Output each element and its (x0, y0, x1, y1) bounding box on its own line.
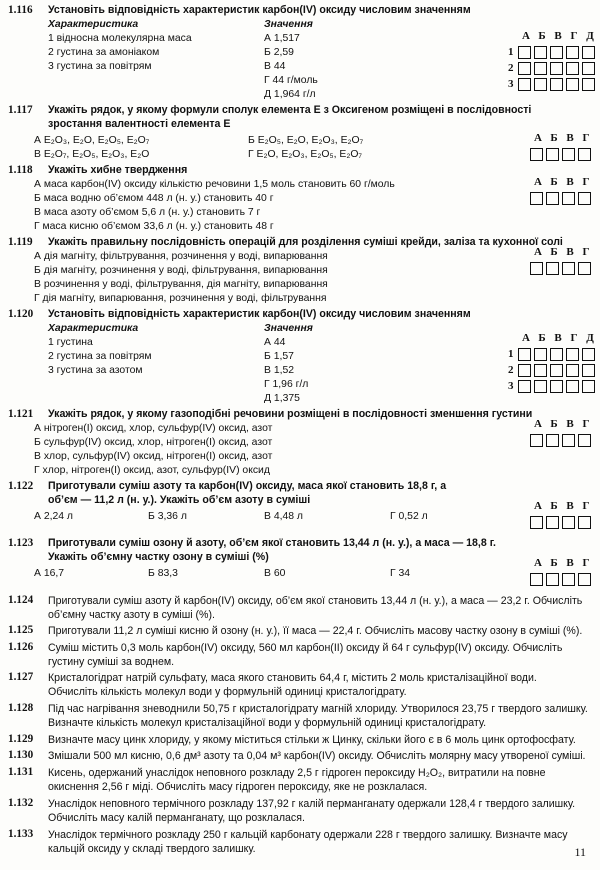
answer-box[interactable] (550, 380, 563, 393)
question-text: Укажіть рядок, у якому формули сполук елемента Е з Оксигеном розміщені в послідовності зростання валентності елемента Е (48, 104, 532, 130)
option-c: В маса азоту об’ємом 5,6 л (н. у.) становить 7 г (34, 207, 261, 218)
answer-box[interactable] (518, 364, 531, 377)
option-d: Г 0,52 л (390, 511, 428, 522)
problem-text: Визначте масу цинк хлориду, у якому міститься стільки ж Цинку, скільки його є в 6 моль цинк ортофосфату. (48, 734, 576, 746)
answer-box[interactable] (562, 192, 575, 205)
answer-box[interactable] (582, 78, 595, 91)
problem-number: 1.126 (8, 641, 34, 653)
problem-text: Кристалогідрат натрій сульфату, маса якого становить 64,4 г, містить 2 моль кристалізаційної води. Обчисліть кількість молекул води у формульній одиниці кристалогідрату. (48, 672, 537, 698)
option-a: А маса карбон(IV) оксиду кількістю речовини 1,5 моль становить 60 г/моль (34, 179, 395, 190)
value-c: В 44 (264, 61, 286, 72)
problem-number: 1.133 (8, 828, 34, 840)
answer-box[interactable] (534, 380, 547, 393)
question-number: 1.116 (8, 4, 33, 16)
question-text: Установіть відповідність характеристик карбон(IV) оксиду числовим значенням (48, 308, 471, 320)
characteristic-3: 3 густина за повітрям (48, 61, 152, 72)
problem-number: 1.128 (8, 702, 34, 714)
answer-box[interactable] (562, 434, 575, 447)
answer-box[interactable] (582, 46, 595, 59)
page-number: 11 (574, 845, 586, 860)
value-c: В 1,52 (264, 365, 295, 376)
problem-1-124 (8, 594, 586, 624)
option-c: В 60 (264, 568, 286, 579)
problem-1-127 (8, 671, 586, 701)
question-text: Приготували суміш азоту та карбон(IV) оксиду, маса якої становить 18,8 г, а об’єм — 11,2 л (н. у.). Укажіть об’єм азоту в суміші (48, 480, 447, 506)
answer-box[interactable] (530, 148, 543, 161)
column-header-values: Значення (264, 19, 313, 30)
option-a: А 2,24 л (34, 511, 73, 522)
problem-1-129 (8, 733, 586, 749)
answer-box[interactable] (518, 62, 531, 75)
answer-box[interactable] (562, 516, 575, 529)
answer-box[interactable] (518, 348, 531, 361)
answer-box[interactable] (578, 192, 591, 205)
answer-box[interactable] (530, 262, 543, 275)
question-number: 1.120 (8, 308, 34, 320)
option-b: Б E₂O₅, E₂O, E₂O₃, E₂O₇ (248, 135, 364, 146)
answer-box[interactable] (518, 46, 531, 59)
value-d: Г 44 г/моль (264, 75, 318, 86)
answer-box[interactable] (550, 364, 563, 377)
problem-number: 1.130 (8, 749, 34, 761)
problem-1-132 (8, 797, 586, 827)
question-text: Укажіть хибне твердження (48, 164, 188, 176)
answer-box[interactable] (534, 78, 547, 91)
problem-number: 1.129 (8, 733, 34, 745)
answer-box[interactable] (530, 573, 543, 586)
option-a: А нітроген(I) оксид, хлор, сульфур(IV) оксид, азот (34, 423, 273, 434)
answer-box[interactable] (518, 78, 531, 91)
question-number: 1.121 (8, 408, 34, 420)
problem-text: Суміш містить 0,3 моль карбон(IV) оксиду, 560 мл карбон(II) оксиду й 64 г сульфур(IV) оксиду. Обчисліть густину суміші за воднем. (48, 642, 563, 668)
option-a: А 16,7 (34, 568, 65, 579)
column-header-characteristic: Характеристика (48, 19, 139, 30)
column-header-values: Значення (264, 323, 313, 334)
problem-1-131 (8, 766, 586, 796)
question-1-121: 1.121 Укажіть рядок, у якому газоподібні речовини розміщені в послідовності зменшення густини А нітроген(I) оксид, хлор, сульфур(IV) оксид, азот Б сульфур(IV) оксид, хлор, нітроген(I) оксид, азот В хлор, сульфур(IV) оксид, нітроген(I) оксид, азот Г хлор, нітроген(I) оксид, азот, сульфур(IV) оксид А Б В Г (8, 408, 590, 476)
answer-box[interactable] (578, 516, 591, 529)
problem-1-128 (8, 702, 586, 732)
problem-number: 1.125 (8, 624, 34, 636)
option-d: Г E₂O, E₂O₃, E₂O₅, E₂O₇ (248, 149, 363, 160)
question-1-120: 1.120 Установіть відповідність характеристик карбон(IV) оксиду числовим значенням Характеристика Значення 1 густина 2 густина за повітрям 3 густина за азотом А 44 Б 1,57 В 1,52 Г 1,96 г/л Д 1,375 А Б В Г Д 1 2 3 (8, 308, 594, 404)
value-a: А 1,517 (264, 33, 300, 44)
answer-box[interactable] (550, 78, 563, 91)
problem-text: Приготували 11,2 л суміші кисню й озону (н. у.), її маса — 22,4 г. Обчисліть масову частку озону в суміші (%). (48, 625, 583, 637)
answer-box[interactable] (578, 148, 591, 161)
characteristic-3: 3 густина за азотом (48, 365, 143, 376)
answer-box[interactable] (566, 348, 579, 361)
question-text: Приготували суміш озону й азоту, об’єм якої становить 13,44 л (н. у.), а маса — 18,8 г. Укажіть об’ємну частку озону в суміші (%) (48, 537, 496, 563)
answer-box[interactable] (546, 148, 559, 161)
answer-box[interactable] (566, 364, 579, 377)
option-d: Г дія магніту, випарювання, розчинення у воді, фільтрування (34, 293, 327, 304)
option-a: А E₂O₃, E₂O, E₂O₅, E₂O₇ (34, 135, 150, 146)
characteristic-2: 2 густина за повітрям (48, 351, 152, 362)
question-number: 1.118 (8, 164, 33, 176)
problem-text: Кисень, одержаний унаслідок неповного розкладу 2,5 г гідроген пероксиду H₂O₂, витратили на повне окиснення 2,56 г міді. Обчисліть масу гідроген пероксиду, яке не розклалася. (48, 767, 546, 793)
question-number: 1.119 (8, 236, 33, 248)
answer-box[interactable] (530, 192, 543, 205)
question-text: Установіть відповідність характеристик карбон(IV) оксиду числовим значенням (48, 4, 471, 16)
answer-box[interactable] (578, 262, 591, 275)
answer-box[interactable] (530, 434, 543, 447)
value-e: Д 1,964 г/л (264, 89, 316, 100)
option-c: В 4,48 л (264, 511, 303, 522)
answer-box[interactable] (534, 62, 547, 75)
answer-box[interactable] (546, 516, 559, 529)
option-b: Б маса водню об’ємом 448 л (н. у.) становить 40 г (34, 193, 274, 204)
answer-box[interactable] (530, 516, 543, 529)
column-header-characteristic: Характеристика (48, 323, 139, 334)
option-c: В E₂O₇, E₂O₅, E₂O₃, E₂O (34, 149, 150, 160)
characteristic-1: 1 відносна молекулярна маса (48, 33, 192, 44)
option-d: Г маса кисню об’ємом 33,6 л (н. у.) становить 48 г (34, 221, 274, 232)
value-d: Г 1,96 г/л (264, 379, 309, 390)
option-d: Г хлор, нітроген(I) оксид, азот, сульфур(IV) оксид (34, 465, 270, 476)
option-b: Б сульфур(IV) оксид, хлор, нітроген(I) оксид, азот (34, 437, 273, 448)
problem-text: Приготували суміш азоту й карбон(IV) оксиду, об’єм якої становить 13,44 л (н. у.), а маса — 23,2 г. Обчисліть об’ємну частку азоту в суміші (%). (48, 595, 583, 621)
question-1-117: 1.117 Укажіть рядок, у якому формули сполук елемента Е з Оксигеном розміщені в послідовності зростання валентності елемента Е А E₂O₃, E₂O, E₂O₅, E₂O₇ Б E₂O₅, E₂O, E₂O₃, E₂O₇ В E₂O₇, E₂O₅, E₂O₃, E₂O Г E₂O, E₂O₃, E₂O₅, E₂O₇ А Б В Г (8, 104, 590, 160)
grid-letters: А Б В Г Д (522, 30, 594, 42)
problem-1-126 (8, 641, 586, 671)
answer-box[interactable] (534, 46, 547, 59)
characteristic-1: 1 густина (48, 337, 93, 348)
answer-box[interactable] (582, 364, 595, 377)
answer-box[interactable] (566, 78, 579, 91)
question-text: Укажіть рядок, у якому газоподібні речовини розміщені в послідовності зменшення густини (48, 408, 533, 420)
problem-1-125 (8, 624, 586, 640)
question-number: 1.123 (8, 537, 34, 549)
answer-box[interactable] (534, 364, 547, 377)
problem-text: Унаслідок термічного розкладу 250 г кальцій карбонату одержали 228 г твердого залишку. Визначте масу кальцій оксиду у складі твердого залишку. (48, 829, 568, 855)
question-1-118: 1.118 Укажіть хибне твердження А маса карбон(IV) оксиду кількістю речовини 1,5 моль становить 60 г/моль Б маса водню об’ємом 448 л (н. у.) становить 40 г В маса азоту об’ємом 5,6 л (н. у.) становить 7 г Г маса кисню об’ємом 33,6 л (н. у.) становить 48 г А Б В Г (8, 164, 590, 232)
option-d: Г 34 (390, 568, 411, 579)
characteristic-2: 2 густина за амоніаком (48, 47, 160, 58)
option-b: Б 83,3 (148, 568, 178, 579)
answer-box[interactable] (578, 434, 591, 447)
question-text: Укажіть правильну послідовність операцій для розділення суміші крейди, заліза та кухонної солі (48, 236, 563, 248)
option-c: В розчинення у воді, фільтрування, дія магніту, випарювання (34, 279, 328, 290)
answer-box[interactable] (578, 573, 591, 586)
question-1-116: 1.116 Установіть відповідність характеристик карбон(IV) оксиду числовим значенням Характеристика Значення 1 відносна молекулярна маса 2 густина за амоніаком 3 густина за повітрям А 1,517 Б 2,59 В 44 Г 44 г/моль Д 1,964 г/л А Б В Г Д 1 2 3 (8, 4, 598, 100)
value-a: А 44 (264, 337, 286, 348)
problem-number: 1.124 (8, 594, 34, 606)
problem-text: Змішали 500 мл кисню, 0,6 дм³ азоту та 0,04 м³ карбон(IV) оксиду. Обчисліть молярну масу утвореної суміші. (48, 750, 586, 762)
problem-1-130 (8, 749, 586, 765)
question-1-123: 1.123 Приготували суміш озону й азоту, об’єм якої становить 13,44 л (н. у.), а маса — 18,8 г. Укажіть об’ємну частку озону в суміші (%) А 16,7 Б 83,3 В 60 Г 34 А Б В Г (8, 537, 598, 587)
answer-box[interactable] (550, 62, 563, 75)
question-number: 1.117 (8, 104, 33, 116)
answer-box[interactable] (566, 46, 579, 59)
value-e: Д 1,375 (264, 393, 300, 404)
answer-box[interactable] (546, 192, 559, 205)
answer-box[interactable] (562, 262, 575, 275)
option-b: Б 3,36 л (148, 511, 187, 522)
answer-box[interactable] (582, 62, 595, 75)
answer-box[interactable] (534, 348, 547, 361)
answer-box[interactable] (566, 380, 579, 393)
problem-number: 1.127 (8, 671, 34, 683)
answer-box[interactable] (546, 262, 559, 275)
problem-number: 1.131 (8, 766, 34, 778)
value-b: Б 2,59 (264, 47, 294, 58)
answer-box[interactable] (582, 380, 595, 393)
answer-box[interactable] (546, 434, 559, 447)
answer-box[interactable] (550, 348, 563, 361)
answer-box[interactable] (518, 380, 531, 393)
problem-text: Унаслідок неповного термічного розкладу 137,92 г калій перманганату одержали 128,4 г твердого залишку. Обчисліть масу калій перманганату, що розклалася. (48, 798, 576, 824)
problem-number: 1.132 (8, 797, 34, 809)
option-c: В хлор, сульфур(IV) оксид, нітроген(I) оксид, азот (34, 451, 273, 462)
question-1-122: 1.122 Приготували суміш азоту та карбон(IV) оксиду, маса якої становить 18,8 г, а об’єм — 11,2 л (н. у.). Укажіть об’єм азоту в суміші А 2,24 л Б 3,36 л В 4,48 л Г 0,52 л А Б В Г (8, 480, 598, 530)
answer-box[interactable] (562, 573, 575, 586)
answer-box[interactable] (562, 148, 575, 161)
question-number: 1.122 (8, 480, 34, 492)
answer-box[interactable] (550, 46, 563, 59)
option-a: А дія магніту, фільтрування, розчинення у воді, випарювання (34, 251, 328, 262)
answer-box[interactable] (546, 573, 559, 586)
option-b: Б дія магніту, розчинення у воді, фільтрування, випарювання (34, 265, 328, 276)
problem-1-133 (8, 828, 586, 858)
problem-text: Під час нагрівання зневоднили 50,75 г кристалогідрату магній хлориду. Утворилося 23,75 г твердого залишку. Визначте кількість молекул кристалізаційної води у формульній одиниці кристалогідрату. (48, 703, 588, 729)
question-1-119: 1.119 Укажіть правильну послідовність операцій для розділення суміші крейди, заліза та кухонної солі А дія магніту, фільтрування, розчинення у воді, випарювання Б дія магніту, розчинення у воді, фільтрування, випарювання В розчинення у воді, фільтрування, дія магніту, випарювання Г дія магніту, випарювання, розчинення у воді, фільтрування А Б В Г (8, 236, 590, 304)
answer-box[interactable] (566, 62, 579, 75)
answer-box[interactable] (582, 348, 595, 361)
value-b: Б 1,57 (264, 351, 294, 362)
